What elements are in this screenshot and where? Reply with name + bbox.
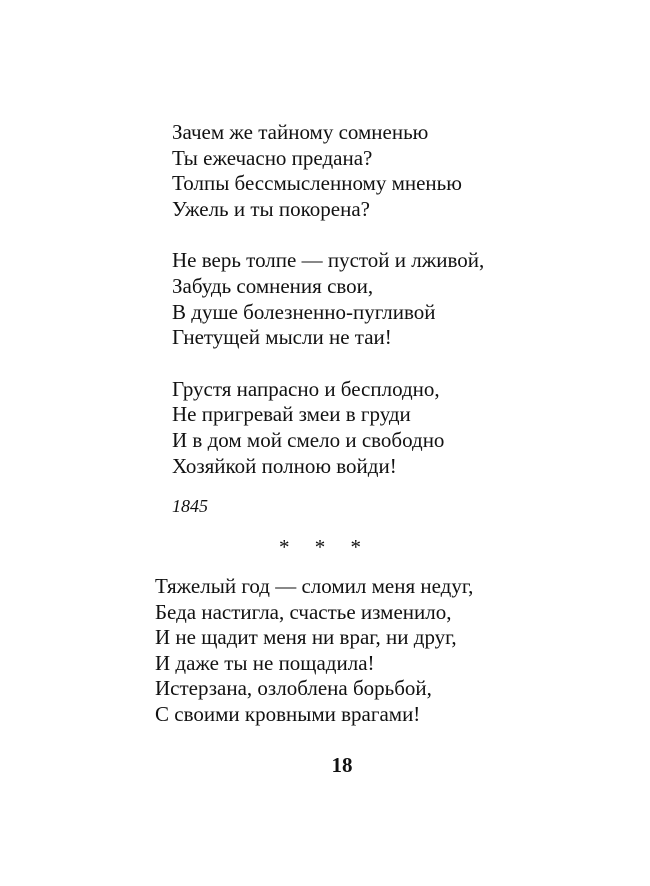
- page-number: 18: [331, 753, 353, 777]
- verse-line: Грустя напрасно и бесплодно,: [172, 376, 440, 401]
- verse-line: И в дом мой смело и свободно: [172, 427, 445, 452]
- verse-line: И даже ты не пощадила!: [155, 650, 375, 675]
- verse-line: Толпы бессмысленному мненью: [172, 171, 462, 196]
- stanza-1: [172, 120, 484, 222]
- stanza-3: [172, 377, 484, 479]
- verse-line: Истерзана, озлоблена борьбой,: [155, 676, 432, 701]
- verse-line: Беда настигла, счастье изменило,: [155, 599, 452, 624]
- verse-line: Ты ежечасно предана?: [172, 145, 373, 170]
- verse-line: Хозяйкой полною войди!: [172, 453, 397, 478]
- verse-line: Зачем же тайному сомненью: [172, 120, 429, 144]
- verse-line: И не щадит меня ни враг, ни друг,: [155, 625, 457, 650]
- poem-date: 1845: [172, 496, 208, 517]
- verse-line: Гнетущей мысли не таи!: [172, 325, 392, 350]
- verse-line: Забудь сомнения свои,: [172, 273, 374, 298]
- verse-line: С своими кровными врагами!: [155, 701, 421, 726]
- verse-line: В душе болезненно-пугливой: [172, 299, 436, 324]
- verse-line: Тяжелый год — сломил меня недуг,: [155, 574, 474, 598]
- poem-2: [155, 574, 473, 728]
- stanza-2: [172, 248, 484, 350]
- verse-line: Ужель и ты покорена?: [172, 196, 370, 221]
- verse-line: Не пригревай змеи в груди: [172, 402, 411, 427]
- poem-1: [172, 120, 484, 517]
- verse-line: Не верь толпе — пустой и лживой,: [172, 248, 485, 273]
- section-separator: * * *: [279, 535, 371, 559]
